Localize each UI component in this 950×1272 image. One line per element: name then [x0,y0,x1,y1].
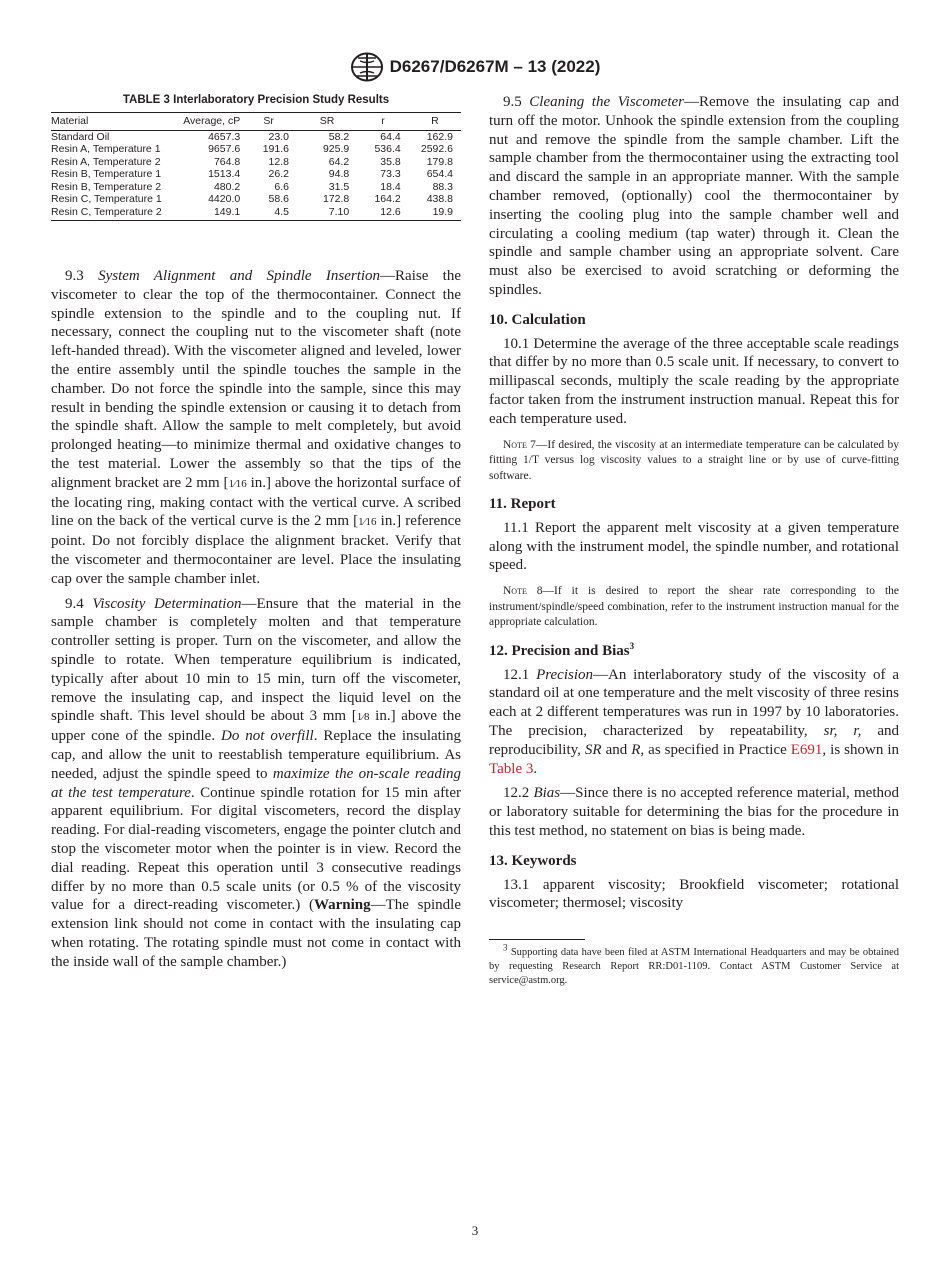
right-column [489,93,899,988]
paragraph-9-4 [51,595,461,972]
cell-SR: 58.2 [328,130,350,143]
cell-average: 480.2 [213,180,241,193]
emphasis-text: R [631,741,641,758]
paragraph-9-5 [489,93,899,300]
cell-average: 9657.6 [208,143,241,155]
emphasis-text: SR [584,741,602,758]
body-text: —Since there is no accepted reference material, method or laboratory suitable for determining the bias for the procedure in this test method, no statement on bias is being made. [489,785,900,839]
cell-r: 12.6 [357,206,409,221]
cell-r: 536.4 [374,143,401,155]
note-text: —If it is desired to report the shear rate corresponding to the instrument/spindle/speed combination, refer to the instrument instruction manual for the appropriate calculation. [489,585,899,629]
body-text: —Remove the insulating cap and turn off the motor. Unhook the spindle extension from the coupling nut and remove the spindle from the sample chamber. Lift the sample chamber from the thermocontainer using the extracting tool and discard the sample in an appropriate manner. With the sample chamber removed, (optionally) cool the thermocontainer by inserting the cooling plug into the sample chamber well and circulating a cooling medium (tap water) through it. Clean the spindle and sample chamber using an appropriate solvent. Care must also be exercised to avoid scratching or deforming the spindles. [489,94,899,298]
cell-average: 4657.3 [208,130,241,143]
cell-SR: 925.9 [322,143,350,155]
cell-SR: 31.5 [328,180,350,193]
section-title: Precision [536,666,594,683]
table-row [51,168,461,181]
heading-precision-bias [489,642,899,661]
paragraph-13-1: 13.1 apparent viscosity; Brookfield viscometer; rotational viscometer; thermosel; viscosity [489,876,899,912]
fraction: 1⁄16 [358,516,377,529]
paragraph-9-3 [51,267,461,589]
col-header-sr: Sr [240,113,297,131]
emphasis-text: maximize the on-scale reading at the test temperature [51,765,461,801]
note-8 [489,584,899,631]
cell-R: 88.3 [432,180,453,193]
note-label: Note 8 [503,585,543,598]
paragraph-10-1: 10.1 Determine the average of the three acceptable scale readings that differ by no more than 0.5 scale unit. If necessary, to convert to millipascal seconds, multiply the scale reading by the appropriate factor taken from the instrument instruction manual. Repeat this for each temperature used. [489,335,899,427]
section-number: 9.3 [65,268,84,284]
cell-sr: 6.6 [274,180,289,193]
fraction: 1⁄8 [356,711,370,724]
cell-R: 2592.6 [420,143,453,155]
body-text: —An interlaboratory study of the viscosity of a standard oil at one temperature and the melt viscosity of three resins each at 2 different temperatures was run in 1997 by 10 laboratories. The precision, characterized by repeatability, [489,666,900,739]
section-number: 12.1 [503,666,537,683]
footnote-mark: 3 [503,942,508,953]
cell-R: 438.8 [426,193,453,205]
section-number: 9.4 [65,595,84,612]
cell-average: 764.8 [213,155,241,168]
fraction: 1⁄16 [228,477,247,490]
section-number: 12.2 [503,785,534,802]
cell-sr: 26.2 [268,168,289,180]
footnote-divider [489,939,585,940]
body-text: , as specified in Practice [640,741,791,758]
section-title: Viscosity Determination [92,595,242,612]
cell-R: 19.9 [409,206,461,221]
cell-sr: 4.5 [240,206,297,221]
col-header-SR: SR [297,113,357,131]
body-text: . Replace the insulating cap, and allow the unit to reestablish temperature equilibrium. As needed, adjust the spindle speed to [51,728,462,782]
body-text: , is shown in [822,741,899,758]
note-7 [489,438,899,485]
cell-material: Resin C, Temperature 2 [51,206,170,221]
section-title: Cleaning the Viscometer [529,94,684,110]
col-header-R: R [409,113,461,131]
cell-material: Resin A, Temperature 2 [51,155,161,168]
left-column [51,93,461,971]
note-text: —If desired, the viscosity at an intermediate temperature can be calculated by fitting 1/T versus log viscosity values to a straight line or by use of curve-fitting software. [489,438,899,482]
cell-sr: 23.0 [268,130,289,143]
emphasis-text: Do not overfill [221,728,314,745]
table-header-row [51,113,461,131]
cell-SR: 64.2 [328,155,350,168]
col-header-r: r [357,113,409,131]
cell-sr: 12.8 [268,155,289,168]
body-text: in.] reference point. Do not forcibly displace the alignment bracket. Verify that the viscometer and thermocontainer are level. Place the insulating cap over the sample chamber inlet. [51,513,461,587]
section-title: Bias [533,785,561,802]
heading-keywords: 13. Keywords [489,852,577,869]
cell-R: 162.9 [426,130,453,143]
table-row [51,143,461,156]
cell-SR: 7.10 [297,206,357,221]
col-header-average: Average, cP [170,113,240,131]
cell-material: Resin A, Temperature 1 [51,143,161,155]
cell-average: 1513.4 [208,168,241,180]
cell-material: Resin B, Temperature 1 [51,168,162,180]
body-text: —Raise the viscometer to clear the top of the thermocontainer. Connect the spindle extension to the spindle and to the coupling nut. If necessary, connect the coupling nut to the viscometer shaft (note left-handed thread). With the viscometer aligned and leveled, lower the entire assembly until the spindle touches the sample in the chamber. Do not force the spindle into the sample, since this may result in bending the spindle extension or causing it to detach from the spindle shaft. Allow the sample to melt completely, but avoid prolonged heating—to minimize thermal and oxidative changes to the test material. Lower the assembly so that the tips of the alignment bracket are 2 mm [ [51,268,461,491]
cell-r: 73.3 [380,168,401,180]
cell-r: 18.4 [380,180,401,193]
footnote-3 [489,942,899,988]
footnote-text: Supporting data have been filed at ASTM International Headquarters and may be obtained by requesting Research Report RR:D01-1109. Contact ASTM Customer Service at service@astm.org. [489,947,899,987]
astm-logo [350,52,384,82]
table-3-link[interactable]: Table 3 [489,760,534,777]
footnote-ref[interactable]: 3 [629,640,635,651]
paragraph-12-2 [489,784,899,840]
note-label: Note 7 [503,438,536,451]
cell-sr: 58.6 [268,193,289,205]
heading-report: 11. Report [489,496,556,513]
emphasis-text: sr, r, [823,722,862,739]
section-title: System Alignment and Spindle Insertion [98,268,381,284]
table-row [51,193,461,206]
cell-average: 4420.0 [208,193,241,205]
body-text: . Continue spindle rotation for 15 min after apparent equilibrium. For digital viscometers, record the display reading. For dial-reading viscometers, engage the pointer clutch and stop the viscometer motor when the pointer is in view. Record the dial reading. Repeat this operation until 3 consecutive readings differ by no more than 0.5 scale units (or 0.5 % of the viscosity value for a direct-reading viscometer.) ( [51,784,461,914]
cell-R: 179.8 [426,155,453,168]
cell-r: 164.2 [374,193,401,205]
heading-calculation: 10. Calculation [489,311,586,328]
table-row [51,181,461,194]
warning-label: Warning [313,897,371,914]
body-text: —The spindle extension link should not come in contact with the insulating cap when rotating. The rotating spindle must not come in contact with the inside wall of the sample chamber.) [51,897,461,970]
page-header [0,52,950,87]
e691-link[interactable]: E691 [790,741,823,758]
cell-r: 64.4 [380,130,401,143]
page-number: 3 [471,1223,479,1238]
col-header-material: Material [51,113,170,131]
body-text: in.] above the upper cone of the spindle. [51,708,461,745]
cell-average: 149.1 [170,206,240,221]
cell-sr: 191.6 [262,143,289,155]
body-text: and [601,741,632,758]
body-text: —Ensure that the material in the sample chamber is completely molten and that temperature controller setting is proper. Turn on the viscometer, and allow the spindle to rotate. When temperature equilibrium is indicated, typically after about 10 min to 15 min, turn off the viscometer, remove the insulating cap, and inspect the liquid level on the spindle shaft. This level should be about 3 mm [ [51,595,462,725]
paragraph-11-1: 11.1 Report the apparent melt viscosity at a given temperature along with the instrument model, the spindle number, and rotational speed. [489,519,899,574]
table-row [51,130,461,143]
table-row [51,156,461,169]
paragraph-12-1 [489,666,899,779]
table-3-title: TABLE 3 Interlaboratory Precision Study Results [122,94,390,106]
document-designation: D6267/D6267M – 13 (2022) [389,57,601,76]
body-text: in.] above the horizontal surface of the locating ring, making contact with the vertical curve. A scribed line on the back of the vertical curve is the 2 mm [ [51,474,461,530]
cell-r: 35.8 [380,155,401,168]
section-number: 9.5 [503,94,522,110]
cell-SR: 94.8 [328,168,350,180]
body-text: . [533,760,538,777]
cell-SR: 172.8 [322,193,350,205]
cell-material: Resin C, Temperature 1 [51,193,162,205]
body-text: and reproducibility, [489,722,899,758]
cell-material: Resin B, Temperature 2 [51,180,162,193]
precision-table [51,112,461,221]
cell-R: 654.4 [426,168,453,180]
cell-material: Standard Oil [51,130,110,143]
table-row [51,206,461,221]
heading-text: 12. Precision and Bias [489,642,630,659]
